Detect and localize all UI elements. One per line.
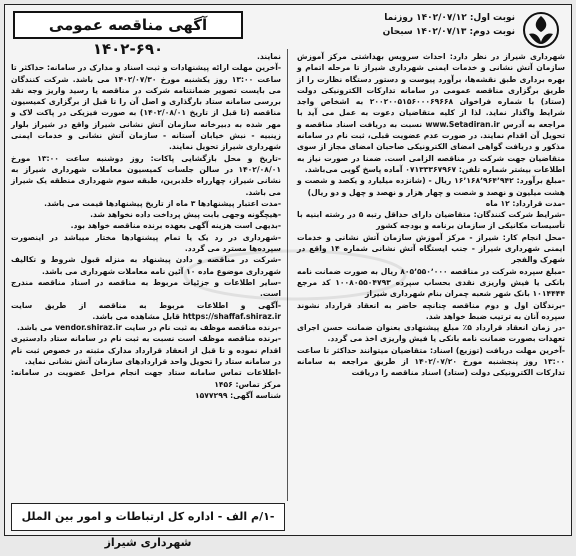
notice-paragraph: -سایر اطلاعات و جزئیات مربوط به مناقصه در اسناد مناقصه مندرج است. bbox=[11, 277, 281, 299]
notice-paragraph: -شرکت در مناقصه و دادن پیشنهاد به منزله قبول شروط و تکالیف شهرداری موضوع ماده ۱۰ آئین نامه معاملات شهرداری می باشد. bbox=[11, 255, 281, 276]
notice-paragraph: -اطلاعات تماس سامانه ستاد جهت انجام مراحل عضویت در سامانه: مرکز تماس: ۱۴۵۶ bbox=[11, 368, 281, 389]
notice-paragraph: -آخرین مهلت ارائه پیشنهادات و ثبت اسناد و مدارک در سامانه: حداکثر تا ساعت ۱۳:۰۰ روز یکشنبه مورخ ۱۴۰۲/۰۷/۳۰ می باشد. شرکت کنندگان می بایست تصویر ضمانتنامه شرکت در مناقصه یا رسید واریز وجه نقد بررسی سامانه ستاد بارگذاری و اصل آن را تا قبل از برگزاری کمیسیون مناقصه (تا قبل از تاریخ ۱۴۰۲/۰۸/۰۱) به صورت فیزیکی در پاکت لاک و مهر شده به دبیرخانه سازمان آتش نشانی شیراز واقع در شیراز بلوار زینبیه - نبش خیابان آستانه - سازمان آتش نشانی و خدمات ایمنی شهرداری شیراز تحویل نمایند. bbox=[11, 63, 281, 152]
issue-dates bbox=[383, 11, 515, 39]
issue-date-second: نوبت دوم: ۱۴۰۲/۰۷/۱۳ سبحان bbox=[382, 27, 515, 37]
issue-date-first: نوبت اول: ۱۴۰۲/۰۷/۱۲ روزنما bbox=[384, 13, 515, 23]
notice-paragraph: -محل انجام کار: شیراز - مرکز آموزش سازمان آتش نشانی و خدمات ایمنی شهرداری شیراز - جنب ایستگاه آتش نشانی شماره ۱۴ واقع در شهرک والفجر bbox=[297, 232, 565, 265]
notice-paragraph: -آخرین مهلت دریافت (توزیع) اسناد: متقاضیان میتوانند حداکثر تا ساعت ۱۳:۰۰ روز پنجشنبه مورخ ۱۴۰۲/۰۷/۲۰ از طریق مراجعه به سامانه تدارکات الکترونیکی دولت (ستاد) اسناد مناقصه را دریافت bbox=[297, 345, 565, 378]
notice-paragraph: -در زمان انعقاد قرارداد ۵٪ مبلغ پیشنهادی بعنوان ضمانت حسن اجرای تعهدات بصورت ضمانت نامه بانکی یا فیش واریزی اخذ می گردد. bbox=[297, 323, 565, 344]
right-column bbox=[297, 51, 565, 533]
notice-paragraph: -مبلغ برآورد: ۱۶٬۱۶۸٬۹۶۴٬۹۴۲ ریال - (شانزده میلیارد و یکصد و شصت و هشت میلیون و نهصد و شصت و چهار هزار و نهصد و چهل و دو ریال) bbox=[297, 176, 566, 197]
shiraz-municipality-logo-icon bbox=[521, 10, 561, 50]
notice-paragraph: -شهرداری در رد یک یا تمام پیشنهادها مختار میباشد در اینصورت سپرده‌ها مسترد می گردد. bbox=[11, 232, 281, 254]
tender-notice bbox=[4, 4, 572, 549]
notice-paragraph: -شرایط شرکت کنندگان: متقاضیان دارای حداقل رتبه ۵ در رشته ابنیه با تأسیسات مکانیکی از سازمان برنامه و بودجه کشور bbox=[297, 210, 565, 231]
notice-paragraph: -بدیهی است هزینه آگهی بعهده برنده مناقصه خواهد بود. bbox=[70, 221, 281, 231]
notice-paragraph: -مبلغ سپرده شرکت در مناقصه ۸۰۵٬۵۵۰٬۰۰۰ ریال به صورت ضمانت نامه بانکی یا فیش واریزی نقدی بحساب سپرده ۱۰۰۸۰۵۵۰۴۷۹۳ کد مرجع ۱۰۱۴۴۴۴ بانک شهر شعبه چمران بنام شهرداری شیراز bbox=[297, 266, 565, 299]
footer-publisher: -۱/م الف - اداره کل ارتباطات و امور بین الملل شهرداری شیراز bbox=[11, 503, 285, 531]
left-column bbox=[11, 51, 281, 499]
notice-paragraph: -برندگان اول و دوم مناقصه چنانچه حاضر به انعقاد قرارداد نشوند سپرده آنان به ترتیب ضبط خواهد شد. bbox=[297, 300, 565, 321]
notice-title: آگهی مناقصه عمومی ۶۹۰-۱۴۰۲ bbox=[13, 11, 243, 39]
notice-paragraph: نمایند. bbox=[256, 52, 281, 61]
notice-paragraph: شهرداری شیراز در نظر دارد: احداث سرویس بهداشتی مرکز آموزش سازمان آتش نشانی و خدمات ایمنی شهرداری شیراز تا مرحله اتمام و بهره برداری طبق نقشه‌ها، برآورد پیوست و دستور دستگاه نظارت را از طریق برگزاری مناقصه عمومی در سامانه تدارکات الکترونیکی دولت (ستاد) با شماره فراخوان ۲۰۰۲۰۰۵۱۵۶۰۰۰۶۹۶۶۸ به اشخاص واجد شرایط واگذار نماید. لذا از کلیه متقاضیان دعوت به عمل می آید با مراجعه به آدرس www.Setadiran.ir نسبت به دریافت اسناد مناقصه و تحویل آن اقدام نمایند. در صورت عدم عضویت قبلی، ثبت نام در سامانه مذکور و دریافت گواهی امضای الکترونیکی صاحبان امضای مجاز از سوی متقاضیان جهت شرکت در مناقصه الزامی است. ضمنا در صورت نیاز به اطلاعات بیشتر شماره تلفن: ۰۷۱۳۳۳۶۷۹۶۷ آماده پاسخ گویی می‌باشد. bbox=[297, 52, 565, 174]
column-divider bbox=[287, 49, 288, 501]
notice-paragraph: -آگهی و اطلاعات مربوط به مناقصه از طریق سایت https://shaffaf.shiraz.ir قابل مشاهده می باشد. bbox=[11, 300, 281, 321]
notice-paragraph: -برنده مناقصه موظف به ثبت نام در سایت vendor.shiraz.ir می باشد. bbox=[16, 323, 281, 333]
notice-paragraph: -مدت قرارداد: ۱۲ ماه bbox=[485, 198, 565, 208]
notice-paragraph: شناسه آگهی: ۱۵۷۷۲۹۹ bbox=[195, 390, 281, 400]
notice-paragraph: -تاریخ و محل بازگشایی پاکات: روز دوشنبه ساعت ۱۳:۰۰ مورخ ۱۴۰۲/۰۸/۰۱ در سالن جلسات کمیسیون معاملات شهرداری شیراز به نشانی شیراز، چهارراه خلدبرین، طبقه سوم شهرداری منطقه یک شیراز می باشد. bbox=[11, 153, 281, 197]
notice-paragraph: -برنده مناقصه موظف است نسبت به ثبت نام در سامانه ستاد دادستیری اقدام نموده و تا قبل از انعقاد قرارداد مدارک مثبته در خصوص ثبت نام در سامانه ستاد را تحویل واحد قراردادهای سازمان آتش نشانی نماید. bbox=[11, 334, 281, 367]
notice-paragraph: -هیچگونه وجهی بابت پیش پرداخت داده نخواهد شد. bbox=[90, 210, 281, 220]
notice-paragraph: -مدت اعتبار پیشنهادها ۳ ماه از تاریخ پیشنهادها قیمت می باشد. bbox=[44, 198, 281, 208]
